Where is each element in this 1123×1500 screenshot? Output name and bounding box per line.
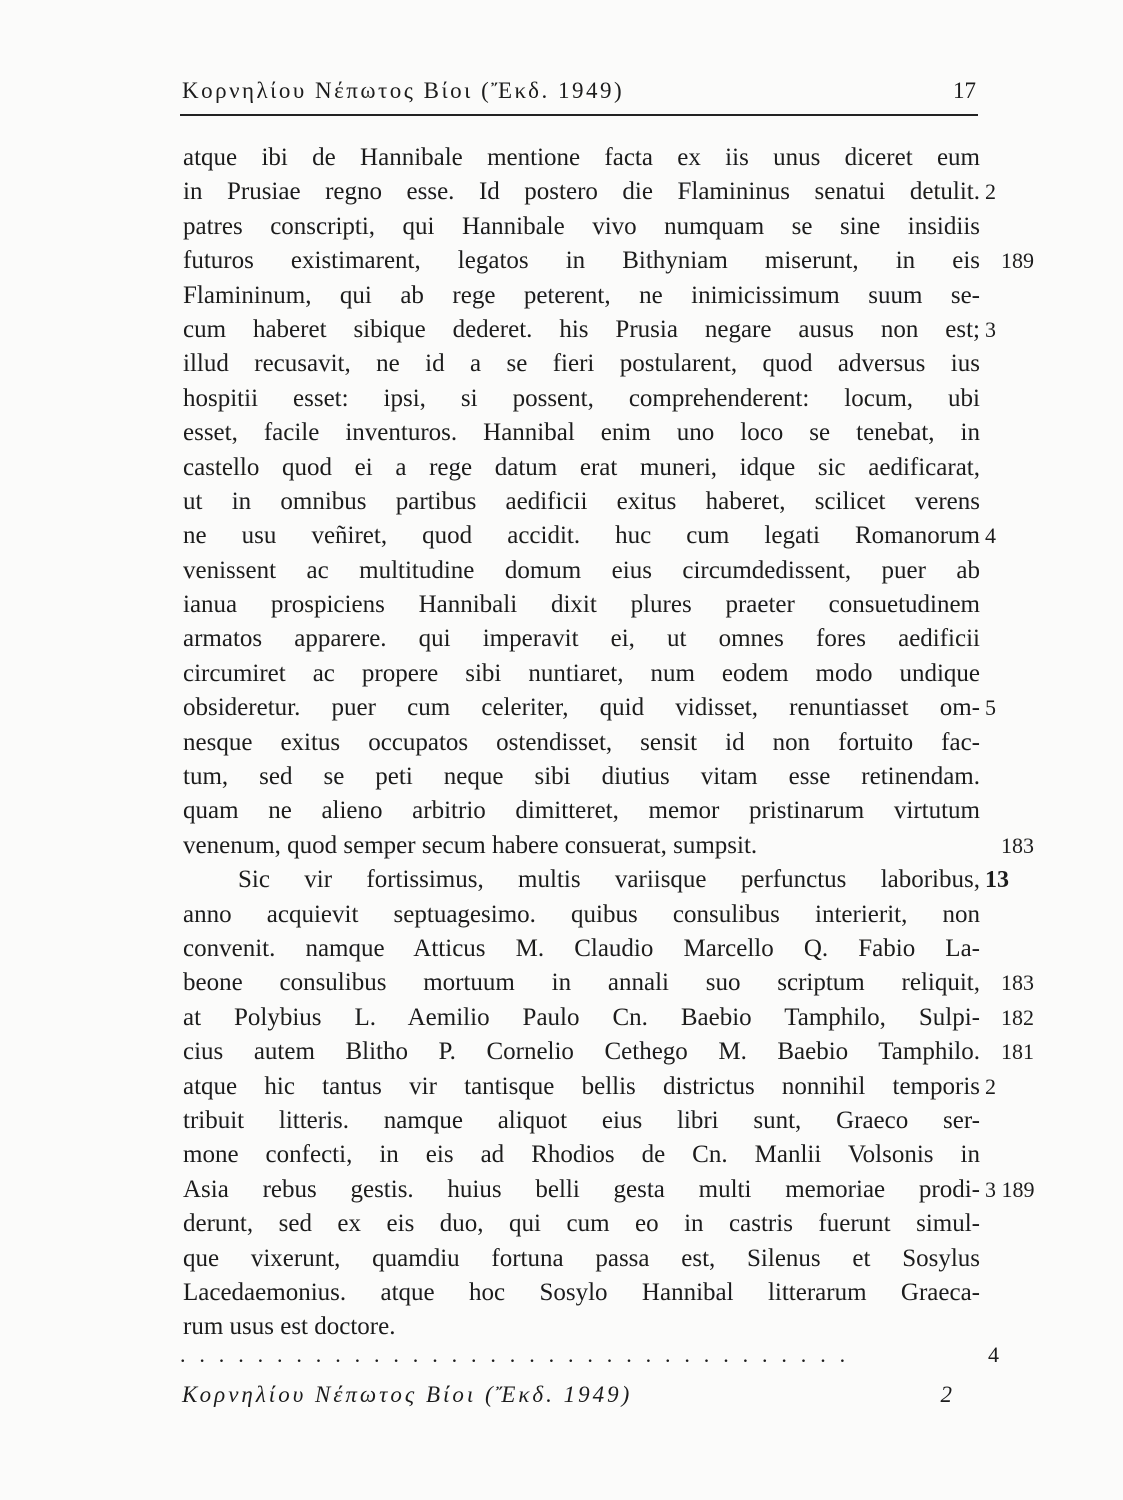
line-text: mone confecti, in eis ad Rhodios de Cn. Manlii Volsonis in (183, 1141, 980, 1169)
margin-number: 4 (985, 523, 996, 549)
text-line (183, 760, 980, 794)
text-line (183, 244, 1034, 278)
line-text: futuros existimarent, legatos in Bithyniam miserunt, in eis (183, 247, 980, 275)
text-line (183, 279, 980, 313)
line-text: circumiret ac propere sibi nuntiaret, num eodem modo undique (183, 659, 980, 687)
header-rule (180, 114, 978, 116)
text-line (183, 1104, 980, 1138)
text-line (183, 1276, 980, 1310)
margin-number: 189 (1001, 248, 1034, 274)
footer-page-number: 2 (940, 1382, 952, 1407)
margin-number: 2 (985, 1073, 996, 1099)
text-body (183, 141, 1035, 1345)
line-text: castello quod ei a rege datum erat muneri, idque sic aedificarat, (183, 453, 980, 481)
line-text: tum, sed se peti neque sibi diutius vitam esse retinendam. (183, 763, 980, 791)
running-header (180, 78, 978, 110)
line-text: que vixerunt, quamdiu fortuna passa est, Silenus et Sosylus (183, 1244, 980, 1272)
text-line (183, 451, 980, 485)
margin-number: 183 (1001, 970, 1034, 996)
line-text: armatos apparere. qui imperavit ei, ut omnes fores aedificii (183, 625, 980, 653)
line-text: ianua prospiciens Hannibali dixit plures praeter consuetudinem (183, 591, 980, 619)
text-line (183, 966, 1034, 1000)
line-text: illud recusavit, ne id a se fieri postularent, quod adversus ius (183, 350, 980, 378)
text-line (183, 175, 996, 209)
line-text: Sic vir fortissimus, multis variisque perfunctus laboribus, (238, 866, 980, 894)
margin-number: 181 (1001, 1039, 1034, 1065)
line-text: hospitii esset: ipsi, si possent, comprehenderent: locum, ubi (183, 384, 980, 412)
line-text: cum haberet sibique dederet. his Prusia negare ausus non est; (183, 315, 980, 343)
text-line (183, 1035, 1034, 1069)
text-line (183, 1001, 1034, 1035)
line-text: beone consulibus mortuum in annali suo scriptum reliquit, (183, 969, 980, 997)
text-line (183, 519, 996, 553)
text-line (183, 141, 980, 175)
text-line (183, 657, 980, 691)
margin-number: 182 (1001, 1004, 1034, 1030)
text-line (183, 794, 980, 828)
margin-number: 183 (1001, 832, 1034, 858)
margin-number: 5 (985, 695, 996, 721)
text-line (183, 485, 980, 519)
line-text: convenit. namque Atticus M. Claudio Marcello Q. Fabio La- (183, 934, 980, 962)
line-text: atque hic tantus vir tantisque bellis districtus nonnihil temporis (183, 1072, 980, 1100)
line-text: ne usu veñiret, quod accidit. huc cum legati Romanorum (183, 522, 980, 550)
footer-title: Κορνηλίου Νέπωτος Βίοι (Ἔκδ. 1949) (182, 1382, 633, 1407)
line-text: Flamininum, qui ab rege peterent, ne inimicissimum suum se- (183, 281, 980, 309)
text-line (183, 1242, 980, 1276)
line-text: patres conscripti, qui Hannibale vivo numquam se sine insidiis (183, 212, 980, 240)
text-line (183, 863, 1009, 897)
line-text: at Polybius L. Aemilio Paulo Cn. Baebio Tamphilo, Sulpi- (183, 1003, 980, 1031)
line-text: Lacedaemonius. atque hoc Sosylo Hannibal litterarum Graeca- (183, 1278, 980, 1306)
text-line (183, 691, 996, 725)
footer (182, 1382, 962, 1408)
line-text: esset, facile inventuros. Hannibal enim uno loco se tenebat, in (183, 419, 980, 447)
header-title: Κορνηλίου Νέπωτος Βίοι (Ἔκδ. 1949) (182, 78, 625, 103)
line-text: nesque exitus occupatos ostendisset, sensit id non fortuito fac- (183, 728, 980, 756)
text-line (183, 726, 980, 760)
text-line (183, 622, 980, 656)
line-text: cius autem Blitho P. Cornelio Cethego M. Baebio Tamphilo. (183, 1038, 980, 1066)
line-text: tribuit litteris. namque aliquot eius libri sunt, Graeco ser- (183, 1106, 980, 1134)
text-line (183, 554, 980, 588)
text-line (183, 210, 980, 244)
line-text: anno acquievit septuagesimo. quibus consulibus interierit, non (183, 900, 980, 928)
line-text: Asia rebus gestis. huius belli gesta multi memoriae prodi- (183, 1175, 980, 1203)
text-line (183, 588, 980, 622)
line-text: atque ibi de Hannibale mentione facta ex iis unus diceret eum (183, 144, 980, 171)
section-number: 4 (988, 1342, 999, 1367)
text-line (183, 1310, 980, 1344)
line-text: in Prusiae regno esse. Id postero die Flamininus senatui detulit. (183, 178, 980, 206)
margin-number: 2 (985, 179, 996, 205)
line-text: quam ne alieno arbitrio dimitteret, memor pristinarum virtutum (183, 797, 980, 825)
line-text: venissent ac multitudine domum eius circumdedissent, puer ab (183, 556, 980, 584)
line-text: ut in omnibus partibus aedificii exitus haberet, scilicet verens (183, 487, 980, 515)
line-text: obsideretur. puer cum celeriter, quid vidisset, renuntiasset om- (183, 694, 980, 722)
line-text: venenum, quod semper secum habere consuerat, sumpsit. (183, 831, 758, 859)
dotted-separator: ................................... (180, 1342, 859, 1367)
text-line (183, 416, 980, 450)
margin-number: 3 189 (985, 1176, 1035, 1202)
margin-number: 13 (985, 867, 1009, 894)
text-line (183, 1173, 1035, 1207)
text-line (183, 898, 980, 932)
text-line (183, 1070, 996, 1104)
header-page-number: 17 (953, 78, 976, 103)
text-line (183, 829, 1034, 863)
text-line (183, 347, 980, 381)
text-line (183, 1207, 980, 1241)
text-line (183, 313, 996, 347)
margin-number: 3 (985, 316, 996, 342)
text-line (183, 1138, 980, 1172)
line-text: derunt, sed ex eis duo, qui cum eo in castris fuerunt simul- (183, 1210, 980, 1238)
line-text: rum usus est doctore. (183, 1313, 396, 1341)
text-line (183, 932, 980, 966)
text-line (183, 382, 980, 416)
